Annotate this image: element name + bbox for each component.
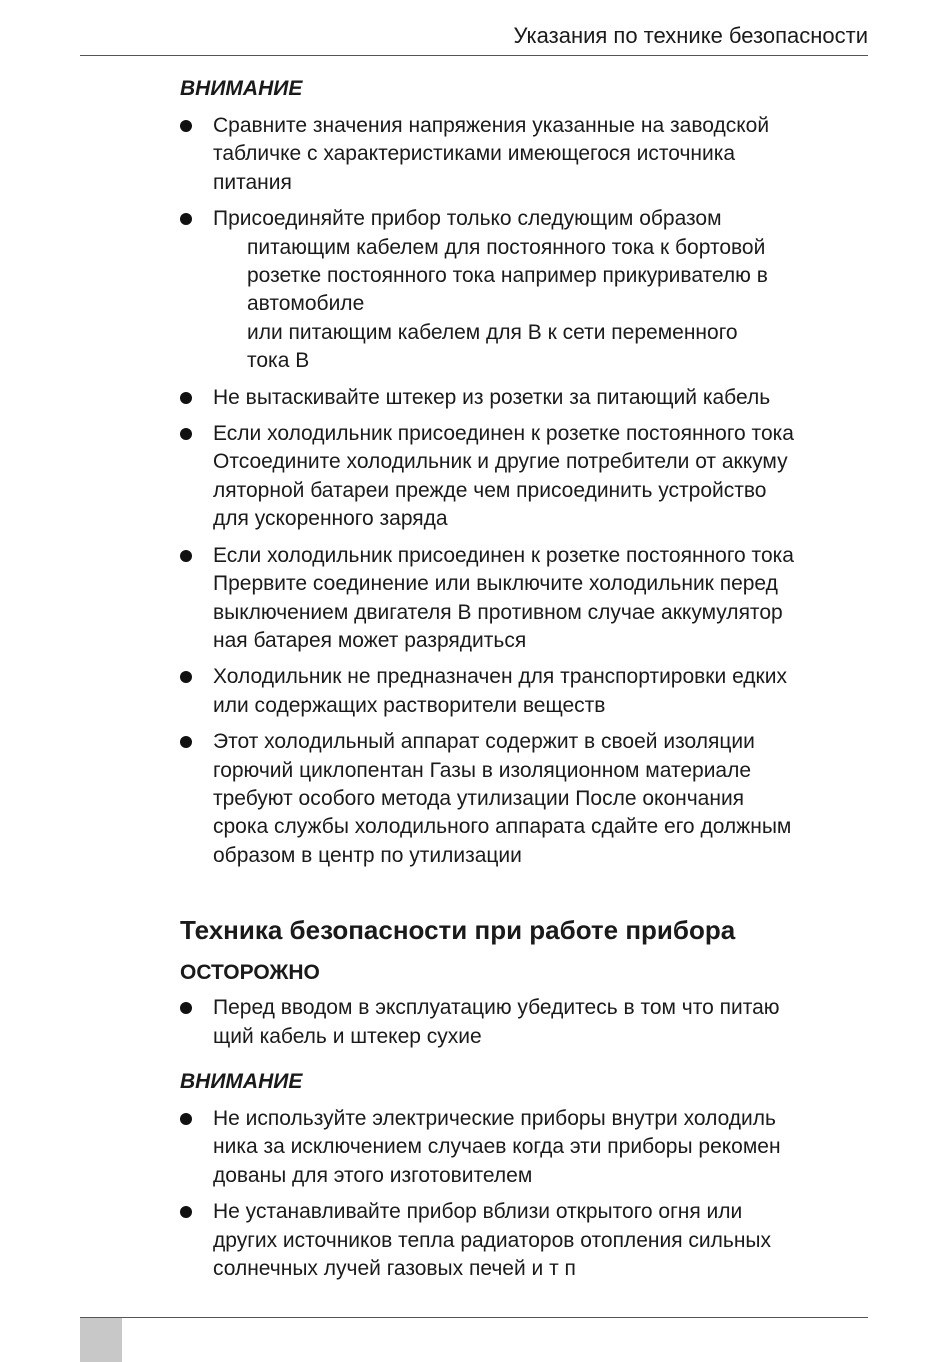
item-line: табличке с характеристиками имеющегося источника xyxy=(213,142,736,166)
footer-divider xyxy=(80,1317,868,1318)
list-item xyxy=(180,728,870,870)
item-line: питания xyxy=(213,170,292,194)
page-number-box xyxy=(80,1318,122,1362)
item-line: Холодильник не предназначен для транспортировки едких xyxy=(213,665,787,689)
item-line: солнечных лучей газовых печей и т п xyxy=(213,1257,576,1280)
item-line: Прервите соединение или выключите холодильник перед xyxy=(213,572,778,596)
item-line: Не используйте электрические приборы внутри холодиль xyxy=(213,1106,776,1130)
item-line: или содержащих растворители веществ xyxy=(213,693,606,717)
item-line: срока службы холодильного аппарата сдайте его должным xyxy=(213,815,792,839)
list-item xyxy=(180,1105,870,1190)
list-item xyxy=(180,994,870,1051)
item-line: Этот холодильный аппарат содержит в своей изоляции xyxy=(213,730,755,754)
item-subline: или питающим кабелем для В к сети переменного xyxy=(247,320,738,344)
item-line: Присоединяйте прибор только следующим образом xyxy=(213,207,722,231)
caution-label: ОСТОРОЖНО xyxy=(180,961,320,985)
item-subline: тока В xyxy=(247,349,310,373)
page-content xyxy=(180,76,870,1291)
header-divider xyxy=(80,55,868,56)
section-heading: Техника безопасности при работе прибора xyxy=(180,915,736,946)
list-item xyxy=(180,542,870,656)
bullet-icon xyxy=(180,1113,192,1125)
bullet-icon xyxy=(180,428,192,440)
item-line: ляторной батареи прежде чем присоединить устройство xyxy=(213,478,767,502)
item-line: других источников тепла радиаторов отопления сильных xyxy=(213,1228,772,1252)
bullet-icon xyxy=(180,736,192,748)
item-line: для ускоренного заряда xyxy=(213,507,448,531)
item-line: образом в центр по утилизации xyxy=(213,843,522,867)
item-line: дованы для этого изготовителем xyxy=(213,1163,533,1187)
bullet-icon xyxy=(180,550,192,562)
list-item xyxy=(180,420,870,534)
list-item xyxy=(180,663,870,720)
item-line: Отсоедините холодильник и другие потребители от аккуму xyxy=(213,450,788,474)
list-item xyxy=(180,112,870,197)
item-line: щий кабель и штекер сухие xyxy=(213,1024,482,1048)
attention-label: ВНИМАНИЕ xyxy=(180,77,303,100)
item-line: ная батарея может разрядиться xyxy=(213,628,527,652)
bullet-icon xyxy=(180,671,192,683)
item-line: Сравните значения напряжения указанные на заводской xyxy=(213,114,770,137)
bullet-icon xyxy=(180,392,192,404)
item-subline: автомобиле xyxy=(247,292,365,316)
list-item xyxy=(180,384,870,412)
item-line: ника за исключением случаев когда эти приборы рекомен xyxy=(213,1135,781,1159)
item-line: Если холодильник присоединен к розетке постоянного тока xyxy=(213,543,794,567)
item-line: Не устанавливайте прибор вблизи открытого огня или xyxy=(213,1200,743,1224)
header-title: Указания по технике безопасности xyxy=(513,23,868,48)
attention-label-2: ВНИМАНИЕ xyxy=(180,1069,303,1093)
bullet-icon xyxy=(180,120,192,132)
item-subline: питающим кабелем для постоянного тока к бортовой xyxy=(247,235,766,259)
bullet-icon xyxy=(180,1206,192,1218)
bullet-icon xyxy=(180,213,192,225)
bullet-icon xyxy=(180,1002,192,1014)
attention-list-2 xyxy=(180,1105,870,1283)
caution-list xyxy=(180,994,870,1051)
item-subline: розетке постоянного тока например прикуривателю в xyxy=(247,264,768,288)
item-line: требуют особого метода утилизации После окончания xyxy=(213,786,745,810)
list-item xyxy=(180,1198,870,1283)
item-line: Перед вводом в эксплуатацию убедитесь в том что питаю xyxy=(213,996,780,1020)
item-line: Если холодильник присоединен к розетке постоянного тока xyxy=(213,422,794,446)
item-line: Не вытаскивайте штекер из розетки за питающий кабель xyxy=(213,385,771,409)
item-line: горючий циклопентан Газы в изоляционном материале xyxy=(213,758,752,782)
item-line: выключением двигателя В противном случае аккумулятор xyxy=(213,600,783,624)
attention-list-1 xyxy=(180,112,870,870)
list-item xyxy=(180,205,870,375)
